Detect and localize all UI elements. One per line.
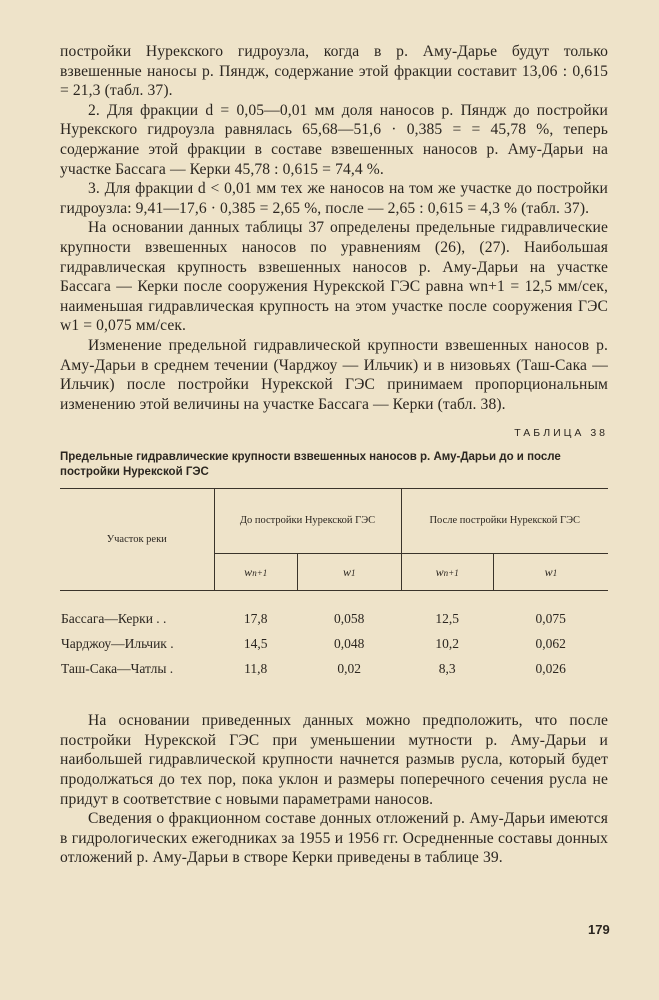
cell-river: Бассага—Керки . . [61,610,167,626]
cell-after-wn1: 12,5 [435,610,459,626]
paragraph-bottom-deposits: Сведения о фракционном составе донных отложений р. Аму-Дарьи имеются в гидрологических ежегодниках за 1955 и 1956 гг. Осредненные составы донных отложений р. Аму-Дарьи в створе Керки приведены в таблице 39. [60,810,608,867]
cell-before-w1: 0,058 [334,610,365,626]
cell-before-wn1: 17,8 [243,610,268,626]
cell-before-w1: 0,048 [334,635,365,651]
cell-before-wn1: 11,8 [244,660,268,676]
cell-before-w1: 0,02 [337,660,362,676]
header-after: После постройки Нурекской ГЭС [401,489,608,554]
paragraph-continuation: постройки Нурекского гидроузла, когда в р. Аму-Дарье будут только взвешенные наносы р. Пяндж, содержание этой фракции составит 13,06 : 0,615 = 21,3 (табл. 37). [60,43,608,100]
header-before: До постройки Нурекской ГЭС [214,489,401,554]
page-content [60,42,608,868]
data-table [60,488,608,681]
paragraph-table37-basis: На основании данных таблицы 37 определены предельные гидравлические крупности взвешенных наносов по уравнениям (26), (27). Наибольшая гидравлическая крупность взвешенных наносов р. Аму-Дарьи на участке Бассага — Керки после сооружения Нурекской ГЭС равна wn+1 = 12,5 мм/сек, наименьшая гидравлическая крупность на этом участке после сооружения ГЭС w1 = 0,075 мм/сек. [60,219,608,335]
table-row [60,656,608,681]
cell-after-wn1: 8,3 [438,660,456,676]
header-before-w1: w1 [297,554,401,591]
paragraph-fraction-2: 2. Для фракции d = 0,05—0,01 мм доля наносов р. Пяндж до постройки Нурекского гидроузла равнялась 65,68—51,6 · 0,385 = = 45,78 %, теперь содержание этой фракции в составе взвешенных наносов р. Аму-Дарьи на участке Бассага — Керки 45,78 : 0,615 = 74,4 %. [60,101,608,178]
paragraph-fraction-3: 3. Для фракции d < 0,01 мм тех же наносов на том же участке до постройки гидроузла: 9,41—17,6 · 0,385 = 2,65 %, после — 2,65 : 0,615 = 4,3 % (табл. 37). [60,180,608,217]
header-after-wn1: wn+1 [401,554,493,591]
paragraph-conclusion: На основании приведенных данных можно предположить, что после постройки Нурекской ГЭС при уменьшении мутности р. Аму-Дарьи и наибольшей гидравлической крупности начнется размыв русла, который будет продолжаться до тех пор, пока уклон и размеры поперечного сечения русла не придут в соответствие с новыми параметрами наносов. [60,712,608,808]
paragraph-change: Изменение предельной гидравлической крупности взвешенных наносов р. Аму-Дарьи в среднем течении (Чарджоу — Ильчик) и в низовьях (Таш-Сака — Ильчик) после постройки Нурекской ГЭС принимаем пропорциональным изменению этой величины на участке Бассага — Керки (табл. 38). [60,336,608,413]
cell-after-w1: 0,062 [535,635,566,651]
table-row [60,591,608,632]
header-river: Участок реки [106,533,167,545]
header-after-w1: w1 [493,554,608,591]
cell-before-wn1: 14,5 [243,635,268,651]
page-number: 179 [588,922,610,937]
cell-river: Чарджоу—Ильчик . [61,635,174,651]
cell-river: Таш-Сака—Чатлы . [61,660,174,676]
table-row [60,631,608,656]
table-label: ТАБЛИЦА 38 [514,427,608,440]
cell-after-w1: 0,026 [535,660,566,676]
cell-after-w1: 0,075 [535,610,566,626]
cell-after-wn1: 10,2 [435,635,459,651]
table-caption: Предельные гидравлические крупности взвешенных наносов р. Аму-Дарьи до и после постройки Нурекской ГЭС [60,451,561,479]
header-before-wn1: wn+1 [214,554,297,591]
